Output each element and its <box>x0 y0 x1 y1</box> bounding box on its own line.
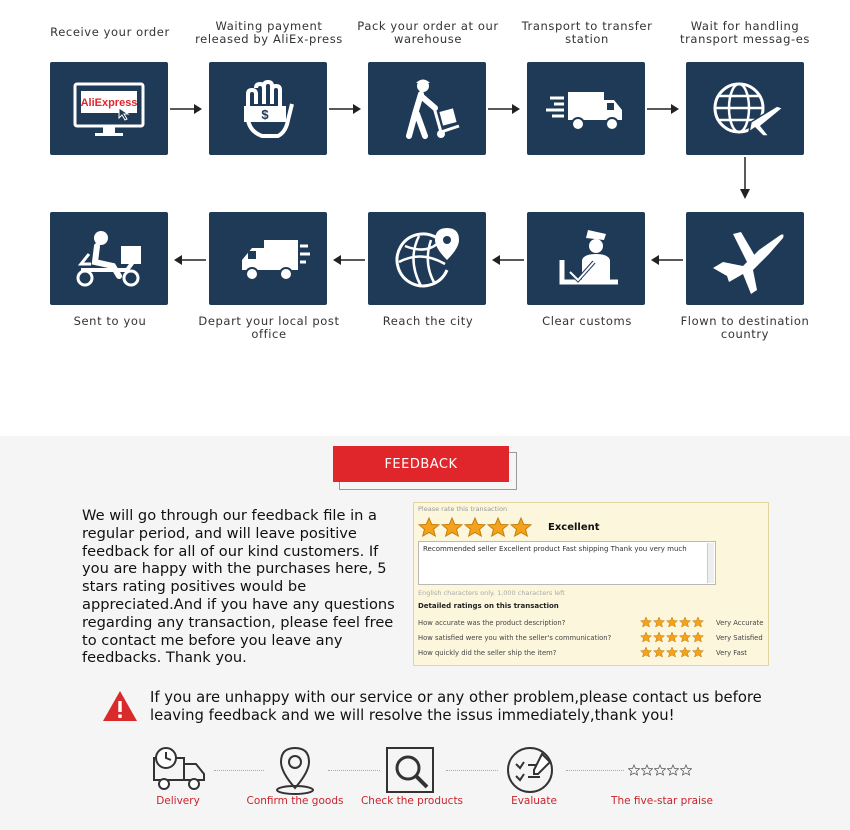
detail-rating-row <box>418 631 768 645</box>
star-icon <box>653 616 665 628</box>
detail-question: How accurate was the product description? <box>418 619 566 627</box>
step-box-wait-handling <box>686 62 804 155</box>
rating-card <box>413 502 769 666</box>
star-icon <box>510 517 532 537</box>
star-icon <box>653 631 665 643</box>
airplane-icon <box>703 224 787 294</box>
star-icon <box>679 646 691 658</box>
mini-stars <box>640 646 704 658</box>
truck-clock-icon <box>150 744 210 796</box>
star-icon <box>666 646 678 658</box>
rating-word: Excellent <box>548 522 600 533</box>
process-connector <box>446 770 498 771</box>
detail-rating-row <box>418 616 768 630</box>
arrow-left-icon <box>333 254 365 266</box>
star-icon <box>692 616 704 628</box>
arrow-down-icon <box>739 157 751 199</box>
arrow-right-icon <box>170 103 202 115</box>
arrow-right-icon <box>488 103 520 115</box>
star-icon <box>640 616 652 628</box>
comment-textarea[interactable] <box>418 541 716 585</box>
worker-handtruck-icon <box>385 74 469 144</box>
step-label-sent-to-you: Sent to you <box>73 314 147 328</box>
five-stars-icon <box>628 764 692 776</box>
star-outline-icon <box>654 764 666 776</box>
star-icon <box>692 646 704 658</box>
step-label-waiting-payment: Waiting payment released by AliEx-press <box>195 19 343 46</box>
globe-plane-icon <box>703 74 787 144</box>
scooter-courier-icon <box>67 224 151 294</box>
step-label-transport-station: Transport to transfer station <box>521 19 653 46</box>
star-icon <box>653 646 665 658</box>
aliexpress-logo-text: AliExpress <box>80 96 138 109</box>
checklist-pen-icon <box>500 744 560 796</box>
step-label-receive-order: Receive your order <box>50 25 170 39</box>
star-icon <box>640 631 652 643</box>
arrow-left-icon <box>492 254 524 266</box>
step-label-pack-order: Pack your order at our warehouse <box>357 19 499 46</box>
star-icon <box>418 517 440 537</box>
star-icon <box>464 517 486 537</box>
step-box-depart-post-office <box>209 212 327 305</box>
detail-question: How quickly did the seller ship the item? <box>418 649 557 657</box>
arrow-left-icon <box>651 254 683 266</box>
step-label-wait-handling: Wait for handling transport messag-es <box>679 19 811 46</box>
star-outline-icon <box>628 764 640 776</box>
star-outline-icon <box>641 764 653 776</box>
arrow-left-icon <box>174 254 206 266</box>
char-limit-hint: English characters only. 1,000 characters left <box>418 589 565 597</box>
star-icon <box>692 631 704 643</box>
step-label-depart-post-office: Depart your local post office <box>198 314 340 341</box>
star-icon <box>679 616 691 628</box>
detail-value: Very Satisfied <box>716 634 763 642</box>
svg-text:$: $ <box>261 106 269 122</box>
rating-stars <box>418 517 532 537</box>
detail-rating-row <box>418 646 768 660</box>
step-box-transport-station <box>527 62 645 155</box>
detail-value: Very Fast <box>716 649 747 657</box>
process-connector <box>328 770 380 771</box>
customs-officer-icon <box>544 224 628 294</box>
delivery-truck-icon <box>544 74 628 144</box>
warning-icon <box>102 690 138 722</box>
step-box-waiting-payment <box>209 62 327 155</box>
step-box-reach-city <box>368 212 486 305</box>
process-label-five-star: The five-star praise <box>611 795 713 807</box>
step-box-flown-destination <box>686 212 804 305</box>
star-icon <box>666 631 678 643</box>
monitor-aliexpress-icon <box>67 74 151 144</box>
process-label-check-products: Check the products <box>360 795 464 807</box>
step-label-clear-customs: Clear customs <box>542 314 632 328</box>
detail-question: How satisfied were you with the seller's communication? <box>418 634 612 642</box>
arrow-right-icon <box>329 103 361 115</box>
rating-prompt: Please rate this transaction <box>418 505 508 513</box>
step-box-clear-customs <box>527 212 645 305</box>
location-pin-icon <box>265 744 325 796</box>
feedback-header: FEEDBACK <box>333 446 509 482</box>
detailed-ratings-title: Detailed ratings on this transaction <box>418 602 559 610</box>
step-label-reach-city: Reach the city <box>382 314 474 328</box>
comment-text: Recommended seller Excellent product Fast shipping Thank you very much <box>423 545 687 553</box>
arrow-right-icon <box>647 103 679 115</box>
magnifier-icon <box>381 744 441 796</box>
star-icon <box>441 517 463 537</box>
star-icon <box>679 631 691 643</box>
star-icon <box>666 616 678 628</box>
star-outline-icon <box>680 764 692 776</box>
globe-pin-icon <box>385 224 469 294</box>
star-icon <box>487 517 509 537</box>
textarea-scrollbar[interactable] <box>707 543 714 583</box>
process-label-evaluate: Evaluate <box>511 795 557 807</box>
fast-truck-icon <box>226 224 310 294</box>
warning-message: If you are unhappy with our service or any other problem,please contact us before leaving feedback and we will resolve the issus immediately,thank you! <box>150 689 762 724</box>
step-box-pack-order <box>368 62 486 155</box>
step-label-flown-destination: Flown to destination country <box>680 314 810 341</box>
star-icon <box>640 646 652 658</box>
star-outline-icon <box>667 764 679 776</box>
mini-stars <box>640 631 704 643</box>
step-box-receive-order <box>50 62 168 155</box>
mini-stars <box>640 616 704 628</box>
process-connector <box>214 770 264 771</box>
process-label-confirm-goods: Confirm the goods <box>246 795 344 807</box>
feedback-description: We will go through our feedback file in a regular period, and will leave positive feedback for all of our kind customers. If you are happy with the purchases here, 5 stars rating positives would be appreciated.And if you have any questions regarding any transaction, please feel free to contact me before you leave any feedbacks. Thank you. <box>82 507 395 667</box>
hand-dollar-icon <box>226 74 310 144</box>
process-connector <box>566 770 624 771</box>
detail-value: Very Accurate <box>716 619 764 627</box>
step-box-sent-to-you <box>50 212 168 305</box>
process-label-delivery: Delivery <box>156 795 200 807</box>
